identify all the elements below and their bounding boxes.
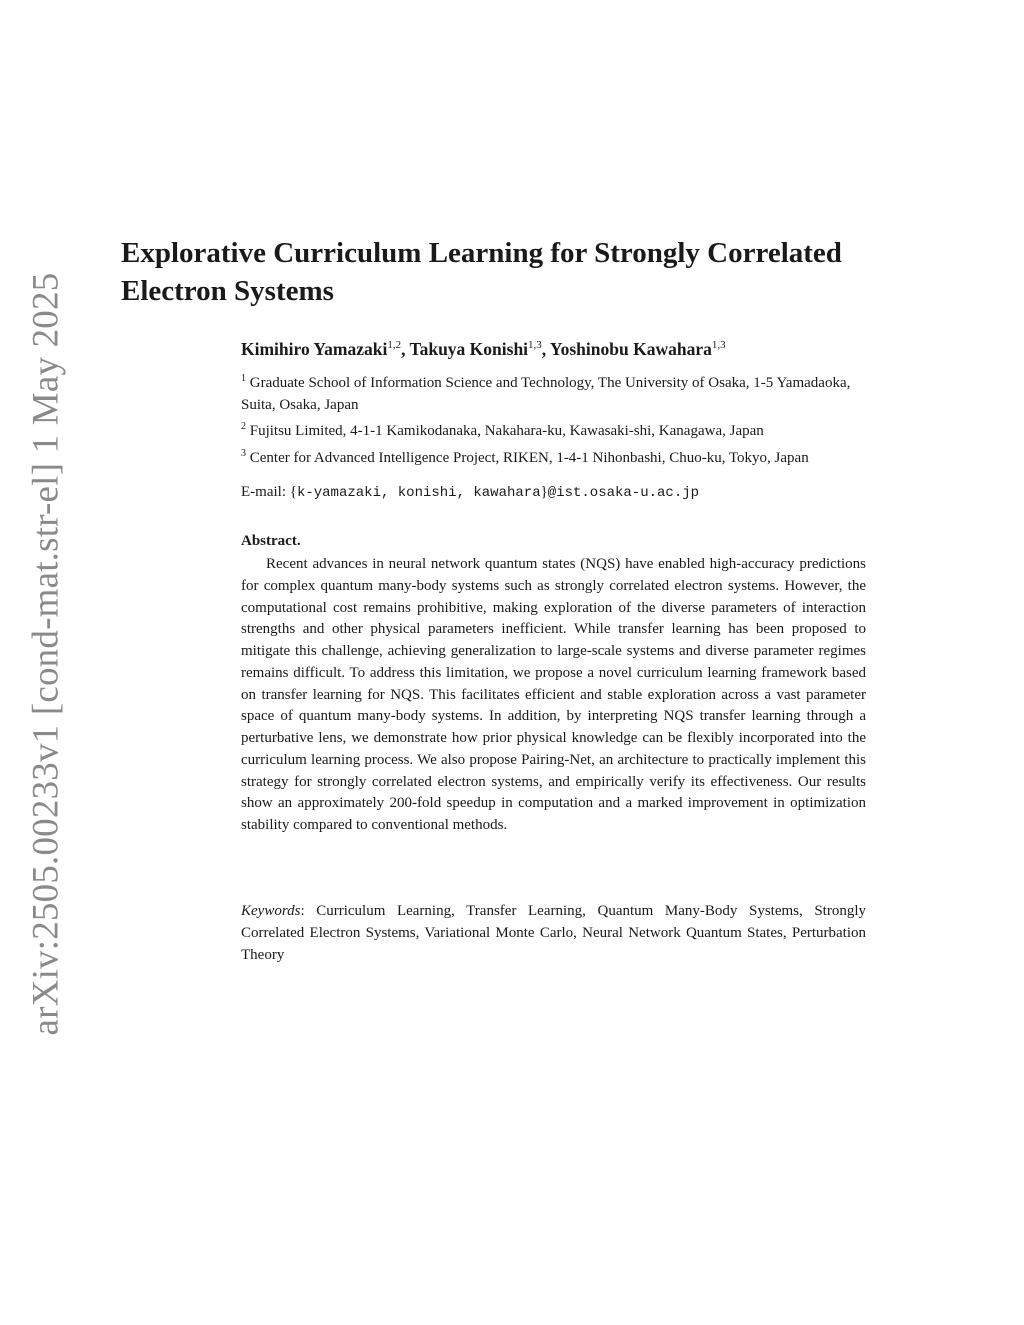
affiliation-item [241,416,881,443]
email-domain: @ist.osaka-u.ac.jp [547,485,700,501]
keywords-colon: : [300,903,317,919]
author-name: Takuya Konishi [409,339,529,359]
affiliation-item [241,368,881,416]
author-affiliation-mark: 1,2 [387,339,402,352]
author-separator: , [401,339,410,359]
keywords-text: Curriculum Learning, Transfer Learning, Quantum Many-Body Systems, Strongly Correlated Electron Systems, Variational Monte Carlo, Neural Network Quantum States, Perturbation Theory [241,903,866,963]
keywords-label: Keywords [241,903,301,919]
abstract-heading: Abstract. [241,533,301,549]
email-label: E-mail: [241,484,290,500]
author-email [241,484,699,501]
paper-title: Explorative Curriculum Learning for Strongly Correlated Electron Systems [121,237,842,307]
author-list [241,339,726,360]
email-close-brace: } [540,484,548,500]
author-name: Yoshinobu Kawahara [549,339,712,359]
affiliation-mark: 1 [241,373,246,384]
affiliation-text: Graduate School of Information Science and Technology, The University of Osaka, 1-5 Yamadaoka, Suita, Osaka, Japan [241,375,851,413]
author-affiliation-mark: 1,3 [711,339,726,352]
affiliation-text: Center for Advanced Intelligence Project, RIKEN, 1-4-1 Nihonbashi, Chuo-ku, Tokyo, Japan [249,450,809,467]
affiliation-mark: 3 [241,448,246,460]
abstract-body: Recent advances in neural network quantum states (NQS) have enabled high-accuracy predictions for complex quantum many-body systems such as strongly correlated electron systems. However, the computational cost remains prohibitive, making exploration of the diverse parameters of interaction strengths and other physical parameters inefficient. While transfer learning has been proposed to mitigate this challenge, achieving generalization to large-scale systems and diverse parameter regimes remains difficult. To address this limitation, we propose a novel curriculum learning framework based on transfer learning for NQS. This facilitates efficient and stable exploration across a vast parameter space of quantum many-body systems. In addition, by interpreting NQS transfer learning through a perturbative lens, we demonstrate how prior physical knowledge can be flexibly incorporated into the curriculum learning process. We also propose Pairing-Net, an architecture to practically implement this strategy for strongly correlated electron systems, and empirically verify its effectiveness. Our results show an approximately 200-fold speedup in computation and a marked improvement in optimization stability compared to conventional methods. [241,556,866,833]
affiliation-list [241,368,881,470]
affiliation-item [241,443,881,470]
author-separator: , [541,339,550,359]
keywords [241,901,866,966]
arxiv-identifier-stamp: arXiv:2505.00233v1 [cond-mat.str-el] 1 May 2025 [25,272,67,1036]
affiliation-text: Fujitsu Limited, 4-1-1 Kamikodanaka, Nakahara-ku, Kawasaki-shi, Kanagawa, Japan [249,423,764,440]
email-users: k-yamazaki, konishi, kawahara [296,485,541,501]
author-affiliation-mark: 1,3 [528,339,542,352]
author-name: Kimihiro Yamazaki [241,339,388,359]
email-open-brace: { [289,484,297,500]
affiliation-mark: 2 [241,421,246,433]
